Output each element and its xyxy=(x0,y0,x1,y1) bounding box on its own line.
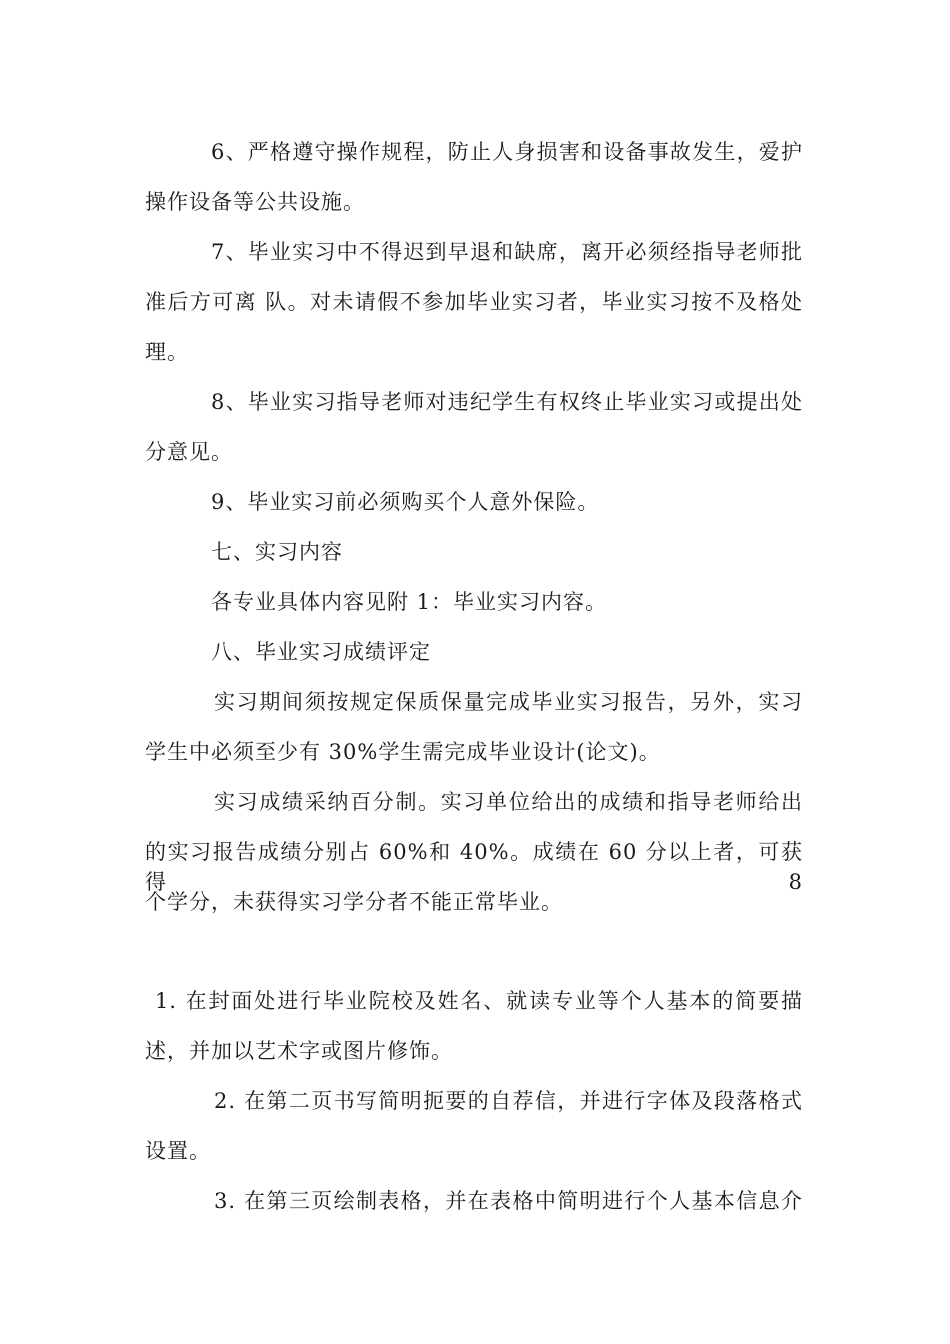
paragraph-line: 分意见。 xyxy=(145,440,233,464)
paragraph-line: 的实习报告成绩分别占 60%和 40%。成绩在 60 分以上者，可获得 8 xyxy=(145,840,803,894)
list-item-line: 1. 在封面处进行毕业院校及姓名、就读专业等个人基本的简要描 xyxy=(155,989,803,1013)
paragraph-line: 准后方可离 队。对未请假不参加毕业实习者，毕业实习按不及格处 xyxy=(145,290,803,314)
list-item-line: 述，并加以艺术字或图片修饰。 xyxy=(145,1039,453,1063)
section-heading: 八、毕业实习成绩评定 xyxy=(211,640,431,664)
section-heading: 七、实习内容 xyxy=(211,540,343,564)
paragraph-line: 理。 xyxy=(145,340,189,364)
paragraph-line: 9、毕业实习前必须购买个人意外保险。 xyxy=(211,490,600,514)
paragraph-line: 操作设备等公共设施。 xyxy=(145,190,365,214)
paragraph-line: 6、严格遵守操作规程，防止人身损害和设备事故发生，爱护 xyxy=(211,140,803,164)
paragraph-line: 7、毕业实习中不得迟到早退和缺席，离开必须经指导老师批 xyxy=(211,240,803,264)
list-item-line: 2. 在第二页书写简明扼要的自荐信，并进行字体及段落格式 xyxy=(214,1089,803,1113)
list-item-line: 3. 在第三页绘制表格，并在表格中简明进行个人基本信息介 xyxy=(214,1189,803,1213)
paragraph-line: 个学分，未获得实习学分者不能正常毕业。 xyxy=(145,890,563,914)
paragraph-line: 学生中必须至少有 30%学生需完成毕业设计(论文)。 xyxy=(145,740,661,764)
paragraph-line: 8、毕业实习指导老师对违纪学生有权终止毕业实习或提出处 xyxy=(211,390,803,414)
paragraph-line: 各专业具体内容见附 1：毕业实习内容。 xyxy=(211,590,608,614)
paragraph-line: 实习期间须按规定保质保量完成毕业实习报告，另外，实习 xyxy=(214,690,803,714)
paragraph-line: 实习成绩采纳百分制。实习单位给出的成绩和指导老师给出 xyxy=(214,790,803,814)
list-item-line: 设置。 xyxy=(145,1139,211,1163)
